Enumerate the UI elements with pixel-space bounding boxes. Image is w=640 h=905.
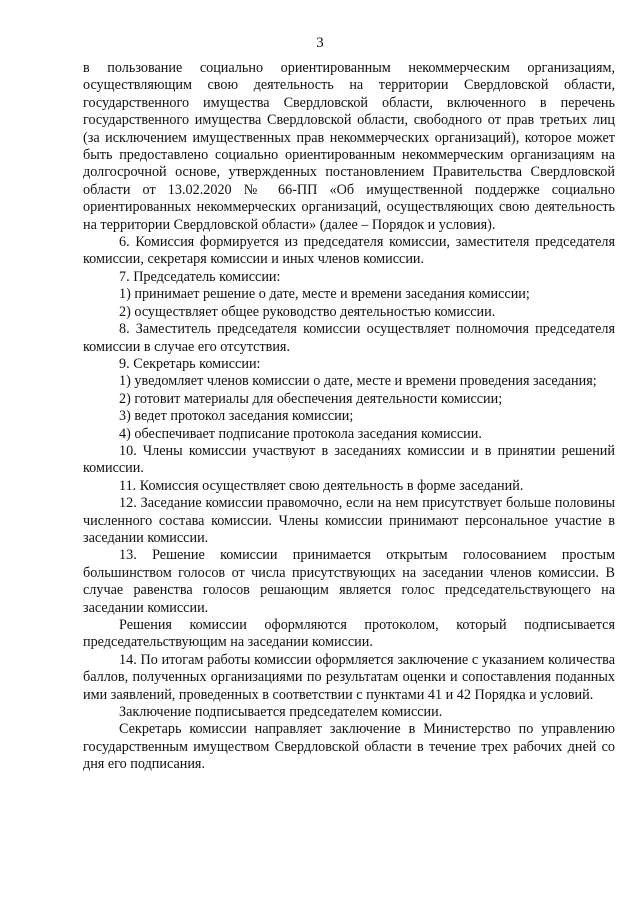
- page-number: 3: [316, 35, 324, 51]
- paragraph-18: Заключение подписывается председателем комиссии.: [119, 704, 443, 721]
- paragraph-8: 1) уведомляет членов комиссии о дате, месте и времени проведения заседания;: [119, 373, 597, 390]
- paragraph-19: Секретарь комиссии направляет заключение в Министерство по управлению государственным имуществом Свердловской области в течение трех рабочих дней со дня его подписания.: [83, 721, 615, 773]
- paragraph-12: 10. Члены комиссии участвуют в заседаниях комиссии и в принятии решений комиссии.: [83, 442, 615, 477]
- paragraph-1: в пользование социально ориентированным некоммерческим организациям, осуществляющим свою деятельность на территории Свердловской области, государственного имущества Свердловской области, включенного в перечень государственного имущества Свердловской области, свободного от прав третьих лиц (за исключением имущественных прав некоммерческих организаций), которое может быть предоставлено социально ориентированным некоммерческим организациям на долгосрочной основе, утвержденных постановлением Правительства Свердловской области от 13.02.2020 № 66-ПП «Об имущественной поддержке социально ориентированных некоммерческих организаций, осуществляющих свою деятельность на территории Свердловской области» (далее – Порядок и условия).: [83, 60, 615, 233]
- paragraph-4: 1) принимает решение о дате, месте и времени заседания комиссии;: [119, 286, 530, 303]
- paragraph-13: 11. Комиссия осуществляет свою деятельность в форме заседаний.: [119, 477, 524, 494]
- paragraph-16: Решения комиссии оформляются протоколом, который подписывается председательствующим на заседании комиссии.: [83, 617, 615, 651]
- paragraph-11: 4) обеспечивает подписание протокола заседания комиссии.: [119, 425, 482, 442]
- paragraph-3: 7. Председатель комиссии:: [119, 268, 281, 285]
- document-body: [83, 60, 615, 774]
- paragraph-15: 13. Решение комиссии принимается открытым голосованием простым большинством голосов от числа присутствующих на заседании членов комиссии. В случае равенства голосов решающим является голос председательствующего на заседании комиссии.: [83, 547, 615, 616]
- paragraph-5: 2) осуществляет общее руководство деятельностью комиссии.: [119, 303, 496, 320]
- paragraph-14: 12. Заседание комиссии правомочно, если на нем присутствует больше половины численного состава комиссии. Члены комиссии принимают персональное участие в заседании комиссии.: [83, 495, 615, 546]
- paragraph-17: 14. По итогам работы комиссии оформляется заключение с указанием количества баллов, полученных организациями по результатам оценки и сопоставления поданных ими заявлений, проведенных в соответствии с пунктами 41 и 42 Порядка и условий.: [83, 651, 615, 703]
- paragraph-9: 2) готовит материалы для обеспечения деятельности комиссии;: [119, 390, 503, 407]
- paragraph-10: 3) ведет протокол заседания комиссии;: [119, 408, 354, 425]
- paragraph-2: 6. Комиссия формируется из председателя комиссии, заместителя председателя комиссии, секретаря комиссии и иных членов комиссии.: [83, 234, 615, 268]
- paragraph-7: 9. Секретарь комиссии:: [119, 355, 261, 372]
- paragraph-6: 8. Заместитель председателя комиссии осуществляет полномочия председателя комиссии в случае его отсутствия.: [83, 321, 615, 355]
